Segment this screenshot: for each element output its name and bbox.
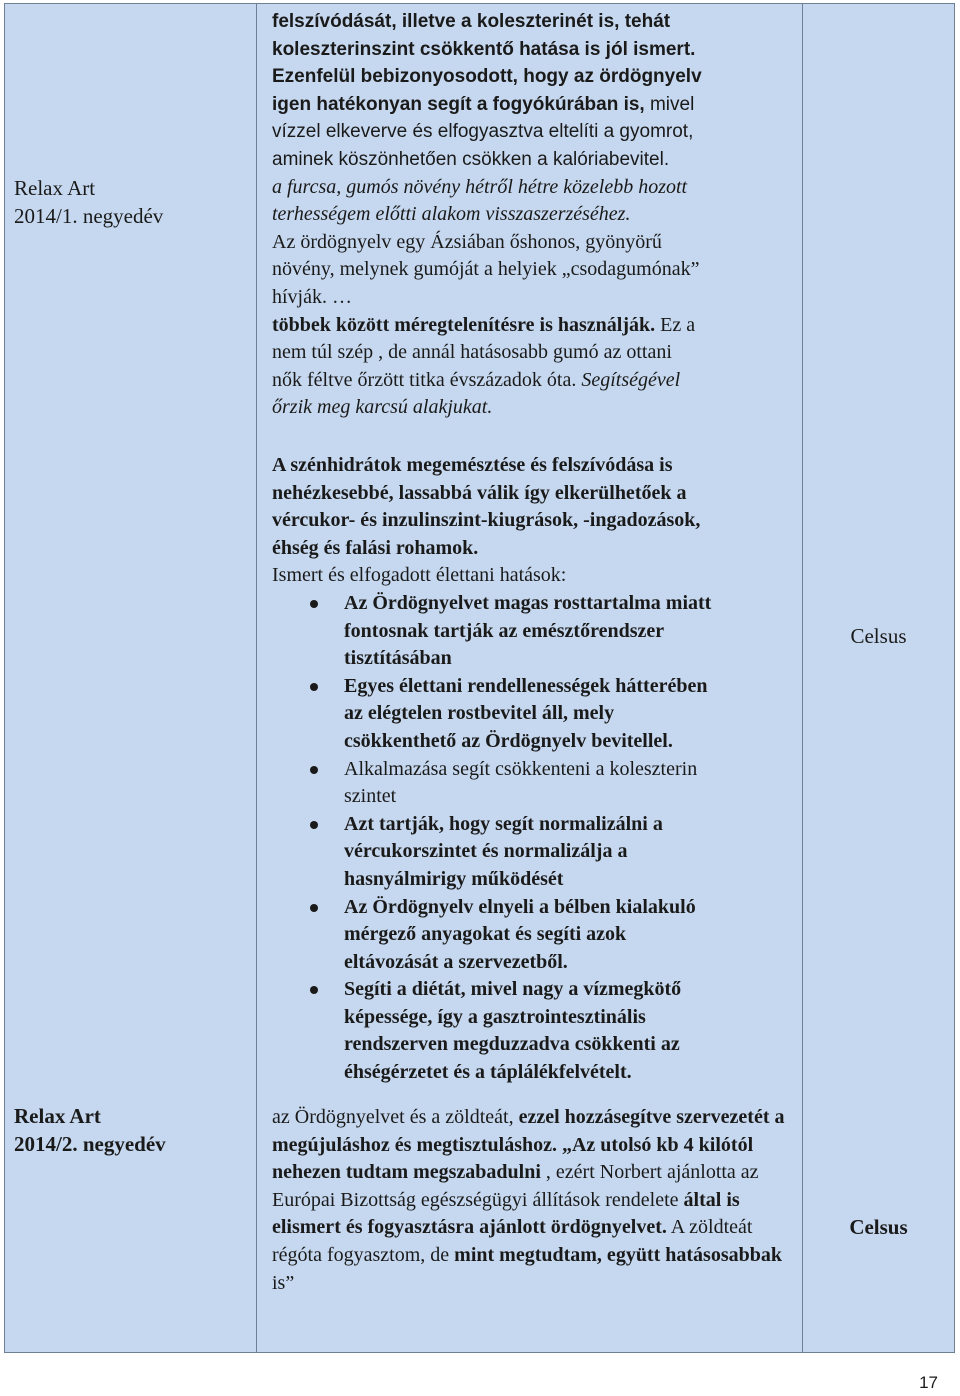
text-line: Az ördögnyelv egy Ázsiában őshonos, gyönyörű xyxy=(272,230,662,253)
text-line: felszívódását, illetve a koleszterinét is, tehát xyxy=(272,11,671,32)
claim-text-column xyxy=(257,4,803,1352)
text-line: igen hatékonyan segít a fogyókúrában is, mivel xyxy=(272,93,695,115)
effects-heading: Ismert és elfogadott élettani hatások: xyxy=(272,564,567,587)
source-name: Relax Art xyxy=(14,176,96,200)
source-column xyxy=(5,4,257,1352)
list-item: Az Ördögnyelvet magas rosttartalma miatt fontosnak tartják az emésztőrendszer tisztításában xyxy=(272,590,792,673)
source-cell-2 xyxy=(14,1102,166,1158)
list-item: Segíti a diétát, mivel nagy a vízmegkötő képessége, így a gasztrointesztinális rendszerven megduzzadva csökkenti az éhségérzetet és a táplálékfelvételt. xyxy=(272,976,792,1086)
quote-paragraph: az Ördögnyelvet és a zöldteát, ezzel hozzásegítve szervezetét a megújuláshoz és megtisztuláshoz. „Az utolsó kb 4 kilótól nehezen tudtam megszabadulni , ezért Norbert ajánlotta az Európai Bizottság egészségügyi állítások rendelete által is elismert és fogyasztásra ajánlott ördögnyelvet. A zöldteát régóta fogyasztom, de mint megtudtam, együtt hatásosabbak is” xyxy=(272,1106,785,1294)
source-cell-1 xyxy=(14,174,163,230)
text-line: A szénhidrátok megemésztése és felszívódása is xyxy=(272,454,673,476)
text-line: vízzel elkeverve és elfogyasztva eltelíti a gyomrot, xyxy=(272,121,694,143)
text-line: vércukor- és inzulinszint-kiugrások, -ingadozások, xyxy=(272,509,701,532)
text-line: Ezenfelül bebizonyosodott, hogy az ördögnyelv xyxy=(272,66,702,88)
text-line: többek között méregtelenítésre is használják. Ez a xyxy=(272,313,696,336)
claim-text-2 xyxy=(272,452,792,1087)
text-line: koleszterinszint csökkentő hatása is jól ismert. xyxy=(272,38,696,60)
claimant-cell-1: Celsus xyxy=(850,624,907,648)
text-line: növény, melynek gumóját a helyiek „csodagumónak” xyxy=(272,258,700,281)
list-item: Egyes élettani rendellenességek hátterében az elégtelen rostbevitel áll, mely csökkenthető az Ördögnyelv bevitellel. xyxy=(272,673,792,756)
list-item: Azt tartják, hogy segít normalizálni a vércukorszintet és normalizálja a hasnyálmirigy működését xyxy=(272,811,792,894)
claim-text-1 xyxy=(272,8,792,422)
text-line: éhség és falási rohamok. xyxy=(272,536,479,559)
claim-intro xyxy=(272,452,792,562)
text-line: nem túl szép , de annál hatásosabb gumó az ottani xyxy=(272,341,672,364)
claim-text-3 xyxy=(272,1104,792,1297)
text-line: őrzik meg karcsú alakjukat. xyxy=(272,396,493,419)
text-line: nők féltve őrzött titka évszázadok óta. Segítségével xyxy=(272,368,681,391)
page-number: 17 xyxy=(919,1373,938,1392)
effects-list xyxy=(272,590,792,1087)
list-item: Alkalmazása segít csökkenteni a koleszterin szintet xyxy=(272,756,792,811)
text-line: terhességem előtti alakom visszaszerzéséhez. xyxy=(272,203,631,226)
claimant-column xyxy=(803,4,954,1352)
list-item: Az Ördögnyelv elnyeli a bélben kialakuló mérgező anyagokat és segíti azok eltávozását a szervezetből. xyxy=(272,894,792,977)
source-name: Relax Art xyxy=(14,1104,101,1128)
claims-table xyxy=(4,3,955,1353)
text-line: aminek köszönhetően csökken a kalóriabevitel. xyxy=(272,148,670,170)
text-line: hívják. … xyxy=(272,285,352,308)
text-line: nehézkesebbé, lassabbá válik így elkerülhetőek a xyxy=(272,481,687,504)
text-line: a furcsa, gumós növény hétről hétre közelebb hozott xyxy=(272,175,688,198)
source-issue: 2014/1. negyedév xyxy=(14,204,164,228)
claimant-cell-2: Celsus xyxy=(849,1215,908,1239)
source-issue: 2014/2. negyedév xyxy=(14,1132,166,1156)
